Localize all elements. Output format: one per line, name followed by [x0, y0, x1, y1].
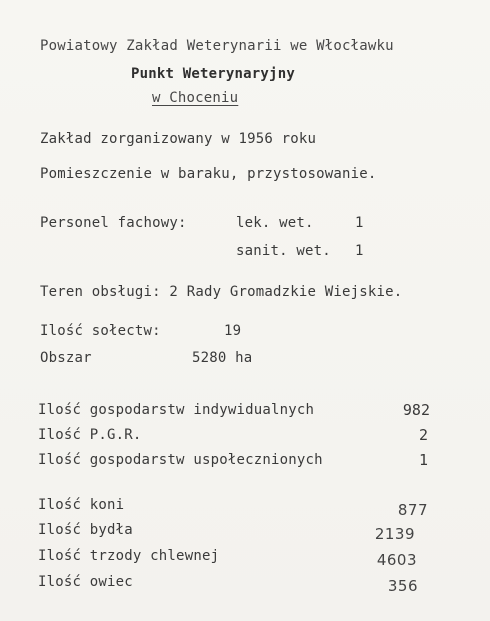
staff-doctor: lek. wet.: [236, 215, 314, 231]
area-label: Obszar: [40, 350, 92, 366]
livestock-row-value: 4603: [376, 551, 417, 569]
livestock-row-value: 2139: [374, 525, 415, 543]
info-premises: Pomieszczenie w baraku, przystosowanie.: [40, 166, 377, 182]
villages-value: 19: [224, 323, 242, 339]
staff-doctor-count: 1: [355, 215, 364, 231]
livestock-row-value: 877: [397, 501, 428, 519]
farms-row-label: Ilość P.G.R.: [38, 427, 142, 443]
livestock-row-label: Ilość koni: [38, 497, 125, 513]
farms-row-value: 982: [402, 401, 430, 419]
farms-row-label: Ilość gospodarstw uspołecznionych: [38, 452, 323, 468]
header-institution: Powiatowy Zakład Weterynarii we Włocławku: [40, 38, 394, 54]
villages-label: Ilość sołectw:: [40, 323, 161, 339]
area-value: 5280 ha: [192, 350, 253, 366]
farms-row-value: 1: [418, 451, 428, 469]
farms-row-label: Ilość gospodarstw indywidualnych: [38, 402, 315, 418]
livestock-row-label: Ilość bydła: [38, 522, 133, 538]
staff-sanit: sanit. wet.: [236, 243, 331, 259]
info-organized: Zakład zorganizowany w 1956 roku: [40, 131, 317, 147]
territory: Teren obsługi: 2 Rady Gromadzkie Wiejskie.: [40, 284, 403, 300]
staff-sanit-count: 1: [355, 243, 364, 259]
farms-row-value: 2: [418, 426, 428, 444]
livestock-row-value: 356: [387, 577, 418, 595]
livestock-row-label: Ilość trzody chlewnej: [38, 548, 220, 564]
header-location: w Choceniu: [152, 90, 239, 106]
header-unit: Punkt Weterynaryjny: [131, 66, 295, 82]
livestock-row-label: Ilość owiec: [38, 574, 133, 590]
staff-label: Personel fachowy:: [40, 215, 187, 231]
